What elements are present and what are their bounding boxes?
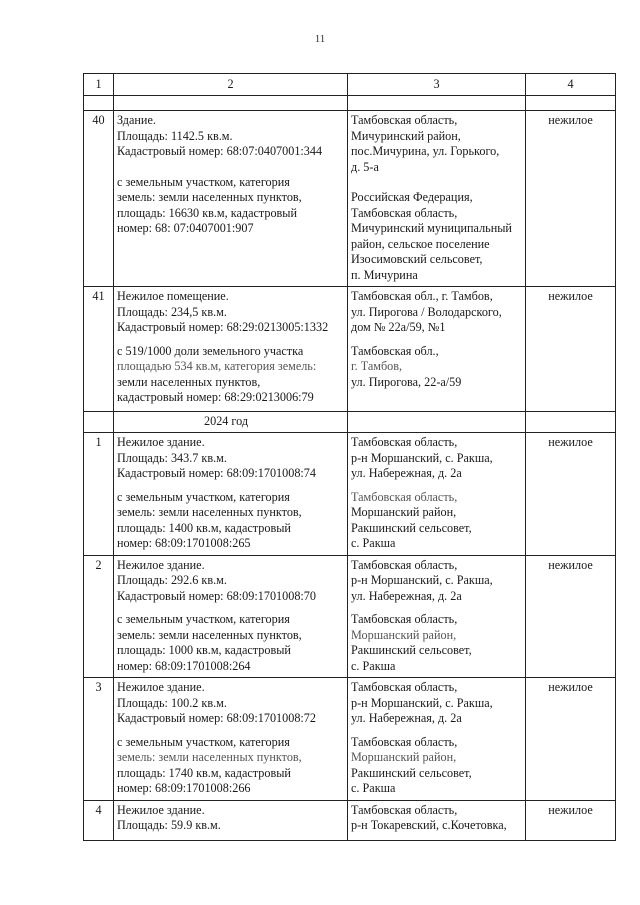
address-line: Тамбовская обл., г. Тамбов,: [351, 289, 493, 303]
object-type: Нежилое здание.: [117, 435, 205, 449]
cadastral-number: Кадастровый номер: 68:09:1701008:72: [117, 711, 316, 725]
address-line: ул. Пирогова / Володарского,: [351, 304, 502, 319]
land-plot-line: земель: земли населенных пунктов,: [117, 750, 302, 764]
address-line: р-н Токаревский, с.Кочетовка,: [351, 818, 507, 832]
object-address: [348, 555, 526, 678]
object-area: Площадь: 343.7 кв.м.: [117, 450, 227, 465]
land-plot-line: площадь: 1740 кв.м, кадастровый: [117, 765, 291, 780]
address-line: ул. Набережная, д. 2а: [351, 711, 462, 725]
land-plot-line: с 519/1000 доли земельного участка: [117, 343, 304, 358]
object-area: Площадь: 100.2 кв.м.: [117, 695, 227, 710]
land-address-line: район, сельское поселение: [351, 236, 490, 251]
land-plot-line: площадь: 16630 кв.м, кадастровый: [117, 205, 298, 220]
land-address-line: Тамбовская область,: [351, 489, 458, 504]
object-area: Площадь: 234,5 кв.м.: [117, 304, 227, 319]
land-plot-line: номер: 68:09:1701008:265: [117, 536, 251, 550]
margin-scan-mark: [2, 415, 8, 585]
column-header: 3: [348, 74, 526, 96]
land-address-line: ул. Пирогова, 22-а/59: [351, 374, 462, 389]
land-plot-line: площадью 534 кв.м, категория земель:: [117, 359, 317, 373]
land-address-line: Российская Федерация,: [351, 190, 473, 204]
land-address-line: Ракшинский сельсовет,: [351, 643, 472, 657]
object-area: Площадь: 1142.5 кв.м.: [117, 128, 233, 143]
land-address-line: Тамбовская обл.,: [351, 343, 439, 358]
object-description: [114, 800, 348, 840]
column-header: 1: [84, 74, 114, 96]
address-line: р-н Моршанский, с. Ракша,: [351, 573, 493, 587]
row-number: 41: [84, 287, 114, 412]
land-address-line: Моршанский район,: [351, 627, 457, 642]
object-address: [348, 678, 526, 801]
object-address: [348, 800, 526, 840]
table-row: [84, 555, 616, 678]
address-line: дом № 22а/59, №1: [351, 320, 446, 334]
land-address-line: Моршанский район,: [351, 505, 457, 519]
object-description: [114, 678, 348, 801]
page-number: 11: [314, 33, 326, 45]
object-type: Нежилое здание.: [117, 680, 205, 694]
object-address: [348, 111, 526, 287]
address-line: р-н Моршанский, с. Ракша,: [351, 695, 493, 710]
column-header: 2: [114, 74, 348, 96]
object-purpose: нежилое: [526, 111, 616, 287]
object-description: [114, 111, 348, 287]
object-purpose: нежилое: [526, 287, 616, 412]
cadastral-number: Кадастровый номер: 68:29:0213005:1332: [117, 320, 329, 334]
land-address-line: Ракшинский сельсовет,: [351, 520, 472, 535]
land-address-line: с. Ракша: [351, 536, 396, 550]
object-type: Здание.: [117, 113, 156, 127]
object-description: [114, 433, 348, 556]
year-section-row: [84, 412, 616, 433]
object-purpose: нежилое: [526, 433, 616, 556]
object-type: Нежилое здание.: [117, 557, 205, 572]
cadastral-number: Кадастровый номер: 68:07:0407001:344: [117, 144, 323, 158]
land-plot-line: с земельным участком, категория: [117, 734, 290, 749]
year-label: 2024 год: [114, 412, 348, 433]
object-area: Площадь: 292.6 кв.м.: [117, 573, 227, 587]
land-address-line: Тамбовская область,: [351, 612, 458, 626]
object-purpose: нежилое: [526, 555, 616, 678]
address-line: пос.Мичурина, ул. Горького,: [351, 144, 500, 158]
land-plot-line: с земельным участком, категория: [117, 489, 290, 504]
object-type: Нежилое помещение.: [117, 289, 229, 303]
land-plot-line: номер: 68:09:1701008:266: [117, 781, 251, 795]
address-line: д. 5-а: [351, 159, 379, 174]
land-address-line: Мичуринский муниципальный: [351, 221, 512, 235]
address-line: ул. Набережная, д. 2а: [351, 588, 462, 603]
row-number: 40: [84, 111, 114, 287]
land-plot-line: земель: земли населенных пунктов,: [117, 190, 302, 204]
property-registry-table: [83, 73, 616, 841]
land-plot-line: земель: земли населенных пунктов,: [117, 627, 302, 642]
table-row: [84, 287, 616, 412]
land-plot-line: земель: земли населенных пунктов,: [117, 505, 302, 519]
row-number: 4: [84, 800, 114, 840]
land-plot-line: площадь: 1000 кв.м, кадастровый: [117, 643, 291, 657]
object-purpose: нежилое: [526, 800, 616, 840]
land-address-line: Тамбовская область,: [351, 205, 458, 220]
object-purpose: нежилое: [526, 678, 616, 801]
land-plot-line: номер: 68:09:1701008:264: [117, 658, 251, 673]
object-type: Нежилое здание.: [117, 802, 205, 817]
table-row: [84, 678, 616, 801]
address-line: ул. Набережная, д. 2а: [351, 466, 462, 480]
land-address-line: Ракшинский сельсовет,: [351, 765, 472, 780]
land-plot-line: с земельным участком, категория: [117, 612, 290, 626]
land-plot-line: номер: 68: 07:0407001:907: [117, 221, 254, 235]
address-line: Мичуринский район,: [351, 128, 461, 143]
address-line: Тамбовская область,: [351, 802, 458, 817]
object-description: [114, 555, 348, 678]
land-plot-line: земли населенных пунктов,: [117, 374, 261, 389]
empty-row: [84, 96, 616, 111]
row-number: 1: [84, 433, 114, 556]
address-line: Тамбовская область,: [351, 557, 458, 572]
address-line: Тамбовская область,: [351, 680, 458, 694]
object-area: Площадь: 59.9 кв.м.: [117, 818, 221, 832]
address-line: Тамбовская область,: [351, 435, 458, 449]
land-address-line: с. Ракша: [351, 658, 396, 673]
address-line: р-н Моршанский, с. Ракша,: [351, 450, 493, 465]
column-header: 4: [526, 74, 616, 96]
cadastral-number: Кадастровый номер: 68:09:1701008:74: [117, 466, 316, 480]
land-address-line: Изосимовский сельсовет,: [351, 252, 483, 266]
table-header-row: [84, 74, 616, 96]
table-row: [84, 433, 616, 556]
land-address-line: с. Ракша: [351, 781, 396, 795]
object-description: [114, 287, 348, 412]
land-address-line: Моршанский район,: [351, 750, 457, 764]
land-plot-line: с земельным участком, категория: [117, 174, 290, 189]
land-address-line: п. Мичурина: [351, 267, 418, 282]
object-address: [348, 433, 526, 556]
land-address-line: Тамбовская область,: [351, 734, 458, 749]
address-line: Тамбовская область,: [351, 113, 458, 127]
table-row: [84, 111, 616, 287]
table-row: [84, 800, 616, 840]
land-plot-line: кадастровый номер: 68:29:0213006:79: [117, 390, 314, 404]
land-plot-line: площадь: 1400 кв.м, кадастровый: [117, 520, 291, 535]
cadastral-number: Кадастровый номер: 68:09:1701008:70: [117, 588, 316, 603]
row-number: 2: [84, 555, 114, 678]
land-address-line: г. Тамбов,: [351, 359, 403, 373]
object-address: [348, 287, 526, 412]
row-number: 3: [84, 678, 114, 801]
